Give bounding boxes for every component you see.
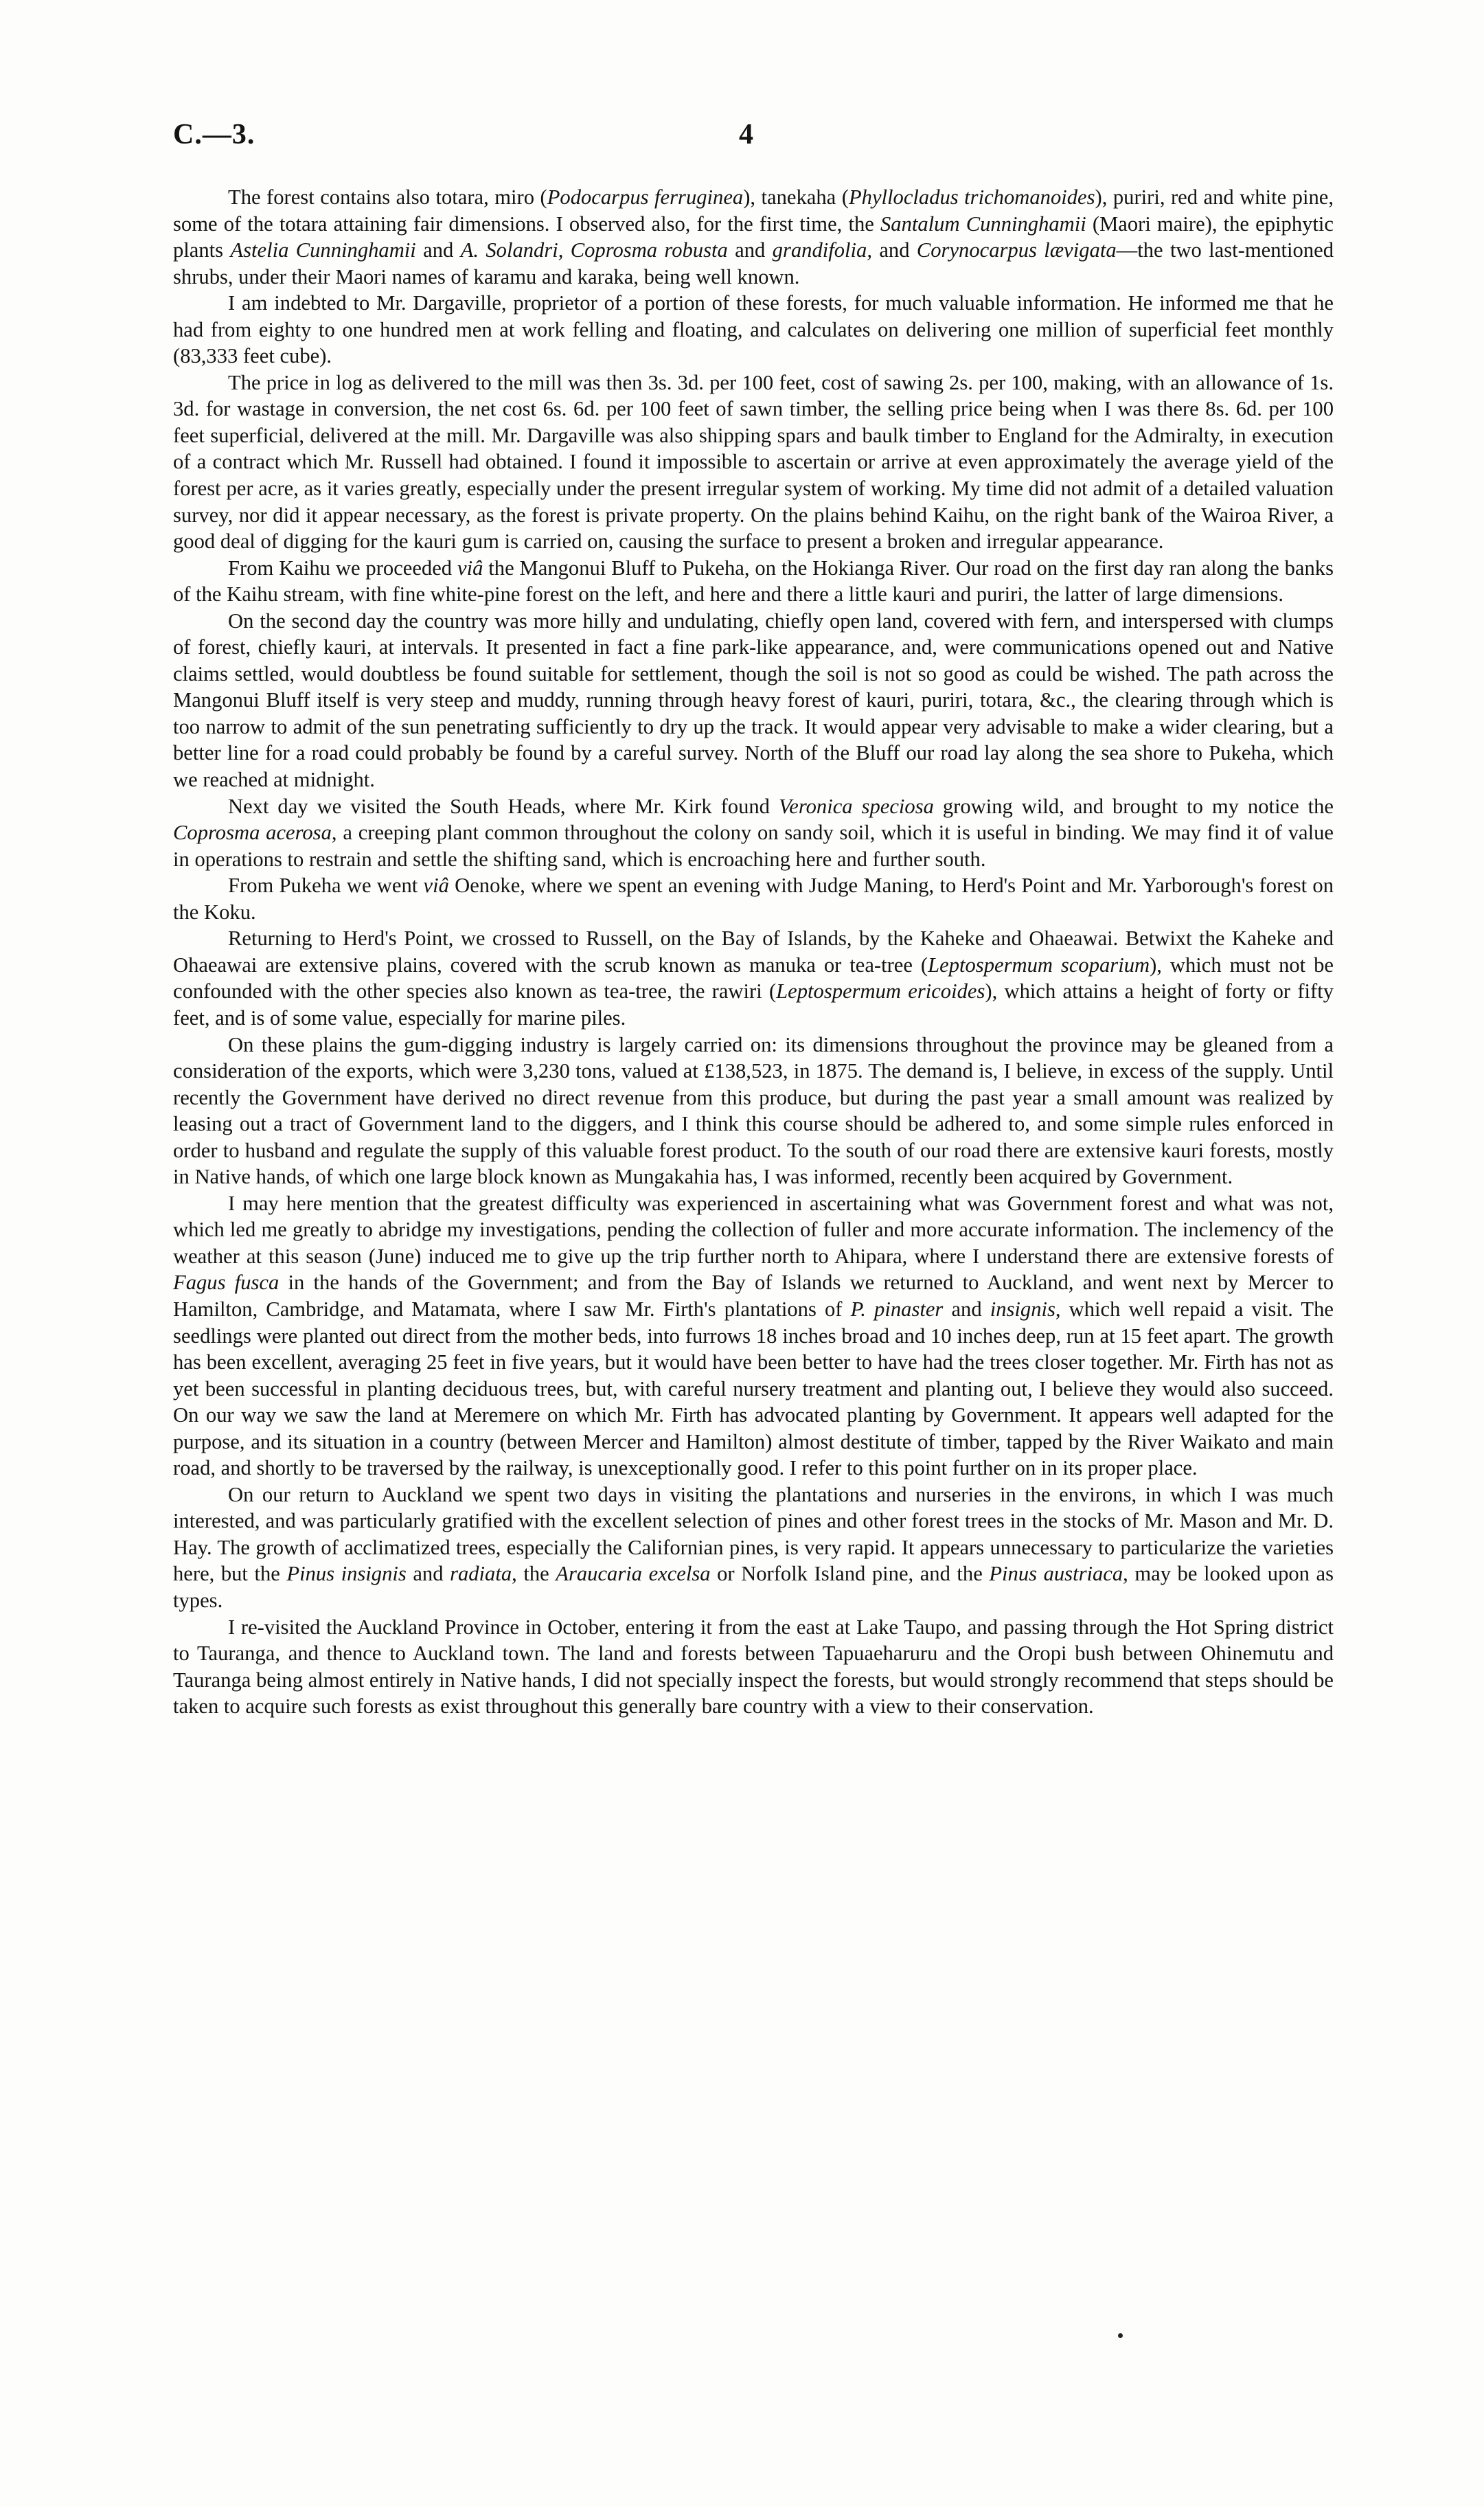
text-run: Returning to Herd's Point, we crossed to Russell, on the Bay of Islands, by the Kaheke and Ohaeawai. Betwixt the Kaheke and Ohaeawai are extensive plains, covered with the scrub known as manuka or tea-tree ( — [173, 927, 1334, 977]
italic-run: Veronica speciosa — [778, 794, 934, 818]
text-run: I may here mention that the greatest difficulty was experienced in ascertaining what was Government forest and what was not, which led me greatly to abridge my investigations, pending the collection of fuller and more accurate information. The inclemency of the weather at this season (June) induced me to give up the trip further north to Ahipara, where I understand there are extensive forests of — [173, 1191, 1334, 1268]
italic-run: Corynocarpus lævigata — [916, 238, 1117, 262]
paragraph-auckland-return — [173, 1482, 1334, 1614]
italic-run: Fagus fusca — [173, 1271, 279, 1295]
text-run: and — [406, 1562, 450, 1586]
text-run: and — [415, 238, 461, 262]
print-speck — [1118, 2333, 1123, 2338]
text-run: in the hands of the Government; and from the Bay of Islands we returned to Auckland, and went next by Mercer to Hamilton, Cambridge, and Matamata, where I saw Mr. Firth's plantations of — [173, 1271, 1334, 1321]
text-run: —the two last-mentioned shrubs, under their Maori names of karamu and karaka, being well known. — [173, 238, 1334, 288]
text-run: , may be looked upon as types. — [173, 1562, 1334, 1612]
italic-run: Leptospermum ericoides — [776, 979, 985, 1003]
paragraph-south-heads — [173, 793, 1334, 873]
text-run: The price in log as delivered to the mill was then 3s. 3d. per 100 feet, cost of sawing 2s. per 100, making, with an allowance of 1s. 3d. for wastage in conversion, the net cost 6s. 6d. per 100 feet of sawn timber, the selling price being when I was there 8s. 6d. per 100 feet superficial, delivered at the mill. Mr. Dargaville was also shipping spars and baulk timber to England for the Admiralty, in execution of a contract which Mr. Russell had obtained. I found it impossible to ascertain or arrive at even approximately the average yield of the forest per acre, as it varies greatly, especially under the present irregular system of working. My time did not admit of a detailed valuation survey, nor did it appear necessary, as the forest is private property. On the plains behind Kaihu, on the right bank of the Wairoa River, a good deal of digging for the kauri gum is carried on, causing the surface to present a broken and irregular appearance. — [173, 370, 1334, 554]
text-run: ), puriri, red and white pine, some of the totara attaining fair dimensions. I observed also, for the first time, the — [173, 185, 1334, 236]
text-run: From Pukeha we went — [228, 874, 424, 898]
paragraph-dargaville — [173, 290, 1334, 370]
italic-run: Araucaria excelsa — [556, 1562, 711, 1586]
italic-run: radiata — [450, 1562, 512, 1586]
italic-run: insignis — [990, 1297, 1055, 1321]
text-run: and — [727, 238, 773, 262]
text-run: and — [943, 1297, 990, 1321]
text-run: On these plains the gum-digging industry is largely carried on: its dimensions throughout the province may be gleaned from a consideration of the exports, which were 3,230 tons, valued at £138,523, in 1875. The demand is, I believe, in excess of the supply. Until recently the Government have derived no direct revenue from this produce, but during the past year a small amount was realized by leasing out a tract of Government land to the diggers, and I think this course should be adhered to, and some simple rules enforced in order to husband and regulate the supply of this valuable forest product. To the south of our road there are extensive kauri forests, mostly in Native hands, of which one large block known as Mungakahia has, I was informed, recently been acquired by Government. — [173, 1032, 1334, 1189]
text-run: The forest contains also totara, miro ( — [228, 185, 547, 209]
italic-run: viâ — [423, 874, 449, 898]
italic-run: Phyllocladus trichomanoides — [848, 185, 1095, 209]
text-run: , a creeping plant common throughout the colony on sandy soil, which it is useful in binding. We may find it of value in operations to restrain and settle the shifting sand, which is encroaching here and further south. — [173, 821, 1334, 871]
italic-run: Coprosma acerosa — [173, 821, 332, 845]
text-run: I re-visited the Auckland Province in October, entering it from the east at Lake Taupo, and passing through the Hot Spring district to Tauranga, and thence to Auckland town. The land and forests between Tapuaeharuru and the Oropi bush between Ohinemutu and Tauranga being almost entirely in Native hands, I did not specially inspect the forests, but would strongly recommend that steps should be taken to acquire such forests as exist throughout this generally bare country with a view to their conservation. — [173, 1615, 1334, 1718]
italic-run: P. pinaster — [850, 1297, 944, 1321]
text-run: On our return to Auckland we spent two days in visiting the plantations and nurseries in the environs, in which I was much interested, and was particularly gratified with the excellent selection of pines and other forest trees in the stocks of Mr. Mason and Mr. D. Hay. The growth of acclimatized trees, especially the Californian pines, is very rapid. It appears unnecessary to particularize the varieties here, but the — [173, 1482, 1334, 1586]
paragraph-october-visit — [173, 1614, 1334, 1720]
text-run: the Mangonui Bluff to Pukeha, on the Hokianga River. Our road on the first day ran along the banks of the Kaihu stream, with fine white-pine forest on the left, and here and there a little kauri and puriri, the latter of large dimensions. — [173, 556, 1334, 606]
italic-run: viâ — [457, 556, 483, 580]
text-run: ), which must not be confounded with the other species also known as tea-tree, the rawiri ( — [173, 953, 1334, 1003]
text-run: growing wild, and brought to my notice the — [933, 794, 1334, 818]
body-text — [173, 184, 1334, 1720]
text-run: ), tanekaha ( — [743, 185, 849, 209]
page-number: 4 — [739, 119, 753, 150]
text-run: On the second day the country was more hilly and undulating, chiefly open land, covered with fern, and interspersed with clumps of forest, chiefly kauri, at intervals. It presented in fact a fine park-like appearance, and, were communications opened out and Native claims settled, would doubtless be found suitable for settlement, though the soil is not so good as could be wished. The path across the Mangonui Bluff itself is very steep and muddy, running through heavy forest of kauri, puriri, totara, &c., the clearing through which is too narrow to admit of the sun penetrating sufficiently to dry up the track. It would appear very advisable to make a wider clearing, but a better line for a road could probably be found by a careful survey. North of the Bluff our road lay along the sea shore to Pukeha, which we reached at midnight. — [173, 609, 1334, 792]
paragraph-timber-price — [173, 370, 1334, 555]
italic-run: A. Solandri, Coprosma robusta — [460, 238, 728, 262]
italic-run: Pinus insignis — [286, 1562, 407, 1586]
italic-run: Podocarpus ferruginea — [547, 185, 744, 209]
italic-run: Leptospermum scoparium — [928, 953, 1150, 977]
text-run: (Maori maire), the epiphytic plants — [173, 212, 1334, 262]
paragraph-pukeha — [173, 872, 1334, 925]
paragraph-herds-point — [173, 925, 1334, 1031]
italic-run: Santalum Cunninghamii — [880, 212, 1086, 236]
italic-run: grandifolia, — [772, 238, 872, 262]
italic-run: Pinus austriaca — [989, 1562, 1123, 1586]
text-run: and — [872, 238, 917, 262]
paragraph-kaihu-journey — [173, 555, 1334, 608]
text-run: or Norfolk Island pine, and the — [710, 1562, 990, 1586]
text-run: Next day we visited the South Heads, where Mr. Kirk found — [228, 794, 779, 818]
paragraph-gum-digging — [173, 1032, 1334, 1190]
text-run: , which well repaid a visit. The seedlings were planted out direct from the mother beds, into furrows 18 inches broad and 10 inches deep, run at 15 feet apart. The growth has been excellent, averaging 25 feet in five years, but it would have been better to have had the trees closer together. Mr. Firth has not as yet been successful in planting deciduous trees, but, with careful nursery treatment and planting out, I believe they would also succeed. On our way we saw the land at Meremere on which Mr. Firth has advocated planting by Government. It appears well adapted for the purpose, and its situation in a country (between Mercer and Hamilton) almost destitute of timber, tapped by the River Waikato and main road, and shortly to be traversed by the railway, is unexceptionally good. I refer to this point further on in its proper place. — [173, 1297, 1334, 1480]
text-run: , the — [512, 1562, 556, 1586]
document-reference: C.—3. — [173, 119, 255, 150]
text-run: I am indebted to Mr. Dargaville, proprietor of a portion of these forests, for much valuable information. He informed me that he had from eighty to one hundred men at work felling and floating, and calculates on delivering one million of superficial feet monthly (83,333 feet cube). — [173, 291, 1334, 368]
paragraph-forest-species — [173, 184, 1334, 290]
paragraph-government-forest — [173, 1190, 1334, 1482]
text-run: From Kaihu we proceeded — [228, 556, 457, 580]
text-run: ), which attains a height of forty or fifty feet, and is of some value, especially for marine piles. — [173, 979, 1334, 1030]
text-run: Oenoke, where we spent an evening with Judge Maning, to Herd's Point and Mr. Yarborough's forest on the Koku. — [173, 874, 1334, 924]
italic-run: Astelia Cunninghamii — [230, 238, 416, 262]
paragraph-second-day — [173, 608, 1334, 793]
